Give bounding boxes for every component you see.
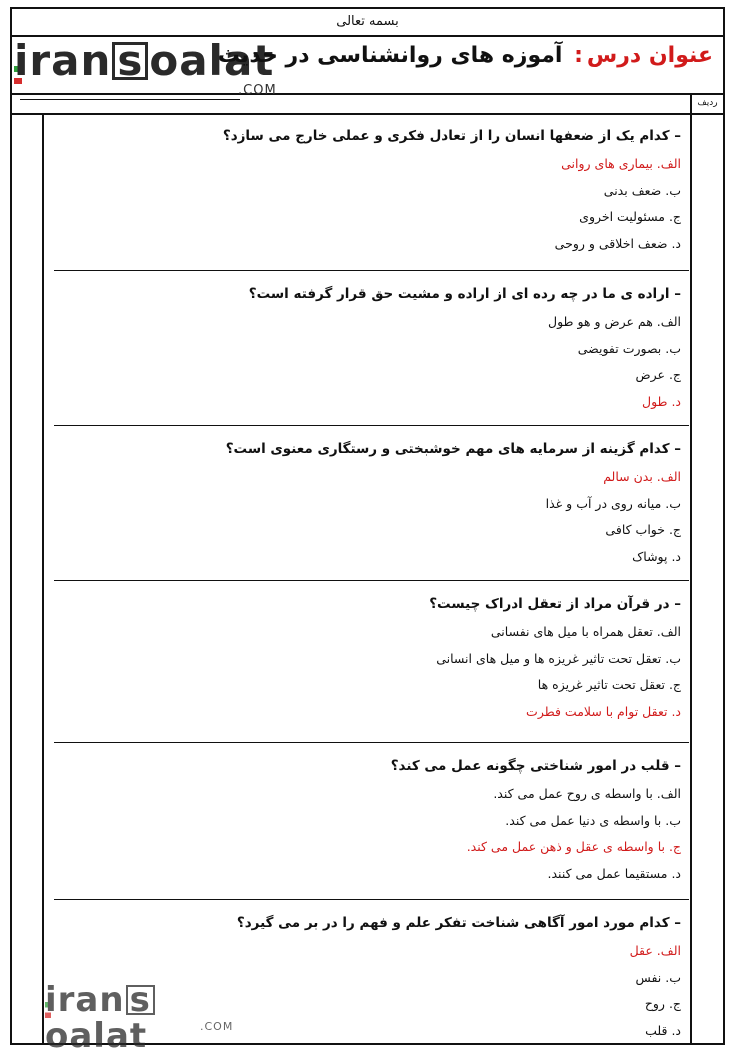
page-title — [218, 43, 713, 68]
answer-option: ب. ضعف بدنی — [603, 182, 681, 198]
logo-com: .COM — [238, 83, 277, 98]
answer-option-correct: د. تعقل توام با سلامت فطرت — [526, 703, 681, 719]
answer-option: د. ضعف اخلاقی و روحی — [554, 235, 681, 251]
answer-option: ج. روح — [644, 996, 681, 1011]
question-block — [44, 743, 689, 900]
answer-option: ب. تعقل تحت تاثیر غریزه ها و میل های انسانی — [436, 650, 681, 666]
answer-option-correct: الف. عقل — [629, 943, 681, 958]
iransoalat-watermark — [45, 980, 245, 1056]
answer-option-correct: د. طول — [641, 393, 681, 409]
title-label: عنوان درس — [586, 43, 713, 68]
question-text: – اراده ی ما در چه رده ای از اراده و مشیت حق قرار گرفته است؟ — [248, 286, 681, 302]
answer-option: ج. مسئولیت اخروی — [579, 209, 681, 224]
answer-option-correct: ج. با واسطه ی عقل و ذهن عمل می کند. — [466, 839, 681, 854]
logo-part-oalat: oalat — [149, 36, 275, 85]
title-value: آموزه های روانشناسی در حدیث — [217, 43, 563, 68]
title-colon: : — [574, 43, 583, 68]
question-text: – کدام مورد امور آگاهی شناخت تفکر علم و فهم را در بر می گیرد؟ — [236, 915, 681, 931]
answer-option: الف. با واسطه ی روح عمل می کند. — [493, 786, 681, 801]
question-list — [44, 113, 689, 1048]
question-block — [44, 581, 689, 743]
row-column-border — [690, 113, 692, 1043]
question-block — [44, 113, 689, 271]
question-block — [44, 426, 689, 581]
watermark-part-oalat: oalat — [45, 1016, 148, 1056]
question-text: – کدام گزینه از سرمایه های مهم خوشبختی و رستگاری معنوی است؟ — [225, 441, 681, 457]
question-text: – در قرآن مراد از تعقل ادراک چیست؟ — [429, 596, 681, 612]
answer-option: ج. تعقل تحت تاثیر غریزه ها — [537, 677, 681, 692]
column-header-row — [12, 93, 723, 115]
watermark-wordmark — [45, 982, 245, 1054]
row-number-column-label: ردیف — [690, 93, 723, 113]
answer-option: ب. میانه روی در آب و غذا — [545, 495, 681, 511]
question-block — [44, 271, 689, 426]
divider — [20, 99, 240, 100]
answer-option: ب. نفس — [635, 969, 681, 985]
answer-option: د. قلب — [645, 1022, 681, 1038]
watermark-com: .COM — [200, 1020, 234, 1033]
answer-option: ج. عرض — [635, 367, 681, 382]
watermark-part-iran: iran — [45, 980, 125, 1020]
exam-sheet — [10, 7, 725, 1045]
answer-option: ج. خواب کافی — [605, 522, 681, 537]
watermark-part-s: s — [126, 985, 155, 1015]
logo-part-iran: iran — [14, 36, 112, 85]
answer-option: الف. تعقل همراه با میل های نفسانی — [490, 624, 681, 639]
answer-option: ب. بصورت تفویضی — [577, 340, 681, 356]
header-row — [12, 35, 723, 98]
answer-option: ب. با واسطه ی دنیا عمل می کند. — [505, 812, 681, 828]
answer-option: د. پوشاک — [632, 548, 681, 564]
question-text: – قلب در امور شناختی چگونه عمل می کند؟ — [390, 758, 681, 774]
question-text: – کدام یک از ضعفها انسان را از تعادل فکری و عملی خارج می سازد؟ — [222, 128, 681, 144]
answer-option: الف. هم عرض و هو طول — [547, 314, 681, 329]
answer-option-correct: الف. بیماری های روانی — [561, 156, 681, 171]
answer-option: د. مستقیما عمل می کنند. — [547, 865, 681, 881]
logo-part-s: s — [112, 42, 148, 80]
header-basmala: بسمه تعالی — [12, 9, 723, 37]
answer-option-correct: الف. بدن سالم — [603, 469, 681, 484]
